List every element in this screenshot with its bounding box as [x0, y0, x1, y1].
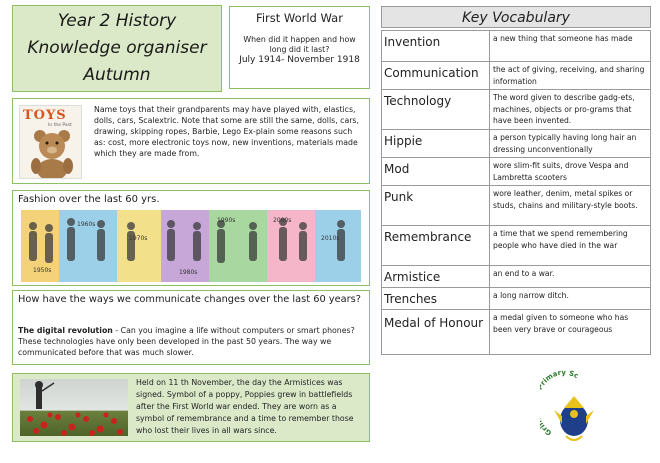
vocab-title: Key Vocabulary [381, 6, 651, 28]
title-line-3: Autumn [83, 65, 151, 85]
vocab-row [382, 90, 651, 130]
title-line-1: Year 2 History [57, 11, 177, 31]
fashion-timeline-image [21, 210, 361, 282]
title-line-2: Knowledge organiser [27, 38, 207, 58]
vocab-term: Trenches [382, 288, 490, 310]
vocab-definition: a time that we spend remembering people who have died in the war [490, 226, 651, 266]
school-name-arc: Griffin imary Sc [540, 370, 580, 437]
vocab-definition: The word given to describe gadg-ets, machines, objects or pro-grams that have been invented. [490, 90, 651, 130]
fashion-decade-label: 1960s [77, 221, 96, 228]
ww1-panel [229, 6, 370, 89]
poppy-icon [20, 379, 128, 436]
remembrance-panel [12, 373, 370, 442]
remembrance-text: Held on 11 th November, the day the Armistices was signed. Symbol of a poppy, Poppies grew in battlefields after the First World war ended. They are worn as a symbol of remembrance and a time to remember those who lost their lives in all wars since. [136, 378, 354, 435]
toys-book-cover-image [19, 105, 82, 179]
griffin-logo-icon [540, 370, 606, 450]
vocab-table [381, 30, 651, 355]
vocab-row [382, 310, 651, 355]
communication-bold: The digital revolution [18, 326, 113, 335]
title-panel [12, 5, 222, 92]
toys-book-subtitle: In the Past [48, 123, 72, 128]
vocab-definition: wore slim-fit suits, drove Vespa and Lambretta scooters [490, 158, 651, 186]
poppy-field-image [20, 379, 128, 436]
vocab-term: Hippie [382, 130, 490, 158]
vocab-definition: an end to a war. [490, 266, 651, 288]
vocab-definition: a new thing that someone has made [490, 31, 651, 62]
vocab-definition: a person typically having long hair an dressing unconventionally [490, 130, 651, 158]
vocab-definition: a medal given to someone who has been very brave or courageous [490, 310, 651, 355]
fashion-decade-label: 1950s [33, 267, 52, 274]
vocab-row [382, 158, 651, 186]
vocab-row [382, 226, 651, 266]
communication-panel [12, 290, 370, 365]
vocab-row [382, 266, 651, 288]
vocab-term: Medal of Honour [382, 310, 490, 355]
vocab-row [382, 31, 651, 62]
ww1-question: When did it happen and how long did it last? [243, 35, 356, 54]
teddy-bear-icon [20, 106, 81, 178]
vocab-definition: a long narrow ditch. [490, 288, 651, 310]
fashion-decade-label: 2000s [273, 217, 292, 224]
vocab-row [382, 62, 651, 90]
ww1-dates: July 1914- November 1918 [239, 55, 360, 65]
toys-description: Name toys that their grandparents may have played with, elastics, dolls, cars, Scalextric. Note that some are still the same, dolls, cars, drawing, skipping ropes, Barbie, Lego Ex-plain some reasons such as: cost, more electronic toys now, new inventions, materials made which they are made from. [94, 105, 359, 158]
vocab-row [382, 130, 651, 158]
vocab-term: Remembrance [382, 226, 490, 266]
fashion-decade-label: 1970s [129, 235, 148, 242]
fashion-panel [12, 190, 370, 286]
communication-question: How have the ways we communicate changes over the last 60 years? [18, 294, 361, 305]
vocab-term: Invention [382, 31, 490, 62]
ww1-heading: First World War [256, 11, 343, 25]
vocab-term: Punk [382, 186, 490, 226]
communication-body: - Can you imagine a life without computers or smart phones? These technologies have only been developed in the past 50 years. The way we communicated before that was much slower. [18, 326, 355, 357]
vocab-term: Mod [382, 158, 490, 186]
vocab-row [382, 186, 651, 226]
communication-text [18, 325, 363, 358]
vocab-term: Communication [382, 62, 490, 90]
vocab-term: Armistice [382, 266, 490, 288]
school-logo [540, 370, 606, 450]
toys-panel [12, 98, 370, 184]
fashion-decade-label: 2010s [321, 235, 340, 242]
vocab-term: Technology [382, 90, 490, 130]
vocab-definition: the act of giving, receiving, and sharing information [490, 62, 651, 90]
vocab-definition: wore leather, denim, metal spikes or studs, chains and military-style boots. [490, 186, 651, 226]
fashion-decade-label: 1990s [217, 217, 236, 224]
vocab-row [382, 288, 651, 310]
fashion-title: Fashion over the last 60 yrs. [18, 194, 160, 205]
toys-book-title: TOYS [23, 108, 67, 123]
fashion-decade-label: 1980s [179, 269, 198, 276]
